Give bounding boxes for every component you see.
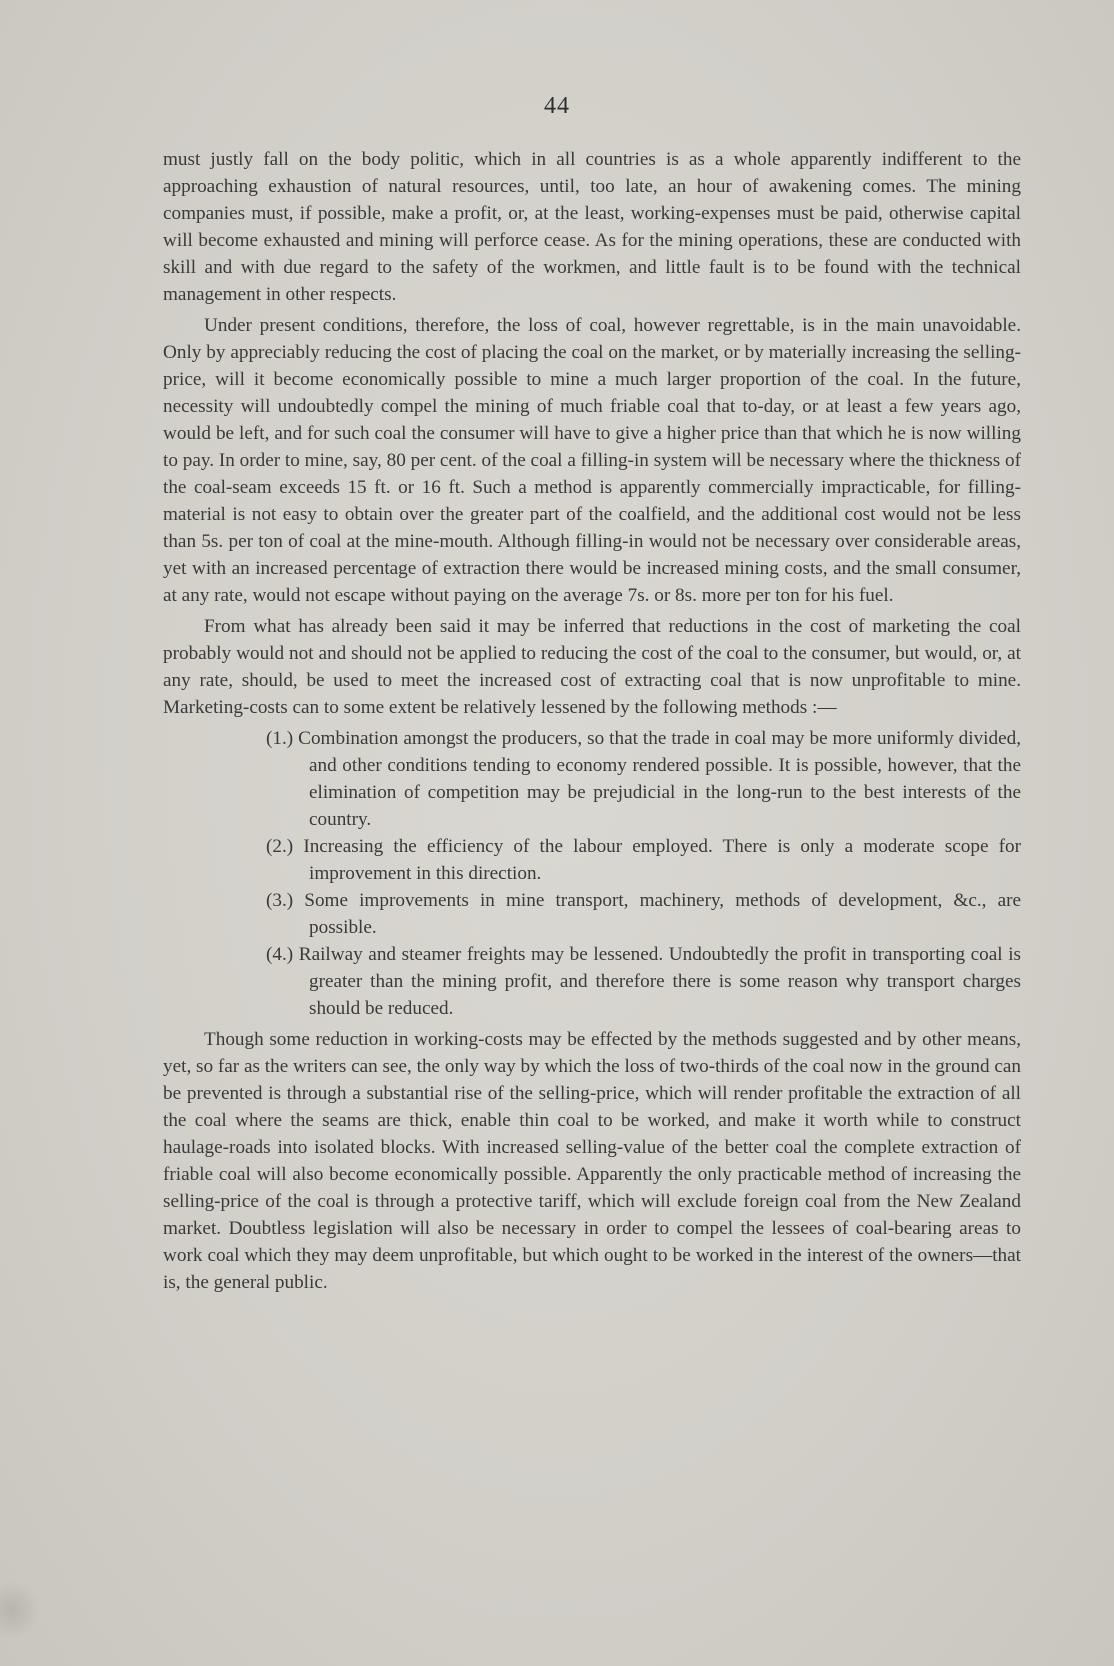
- list-item-text: Some improvements in mine transport, machinery, methods of development, &c., are possible.: [304, 890, 1021, 938]
- list-item: [246, 941, 1021, 1022]
- page-number: 44: [544, 93, 570, 119]
- paragraph-4: Though some reduction in working-costs may be effected by the methods suggested and by other means, yet, so far as the writers can see, the only way by which the loss of two-thirds of the coal now in the ground can be prevented is through a substantial rise of the selling-price, which will render profitable the extraction of all the coal where the seams are thick, enable thin coal to be worked, and make it worth while to construct haulage-roads into isolated blocks. With increased selling-value of the better coal the complete extraction of friable coal will also become economically possible. Apparently the only practicable method of increasing the selling-price of the coal is through a protective tariff, which will exclude foreign coal from the New Zealand market. Doubtless legislation will also be necessary in order to compel the lessees of coal-bearing areas to work coal which they may deem unprofitable, but which ought to be worked in the interest of the owners—that is, the general public.: [163, 1029, 1021, 1293]
- paragraph-2: Under present conditions, therefore, the loss of coal, however regrettable, is in the main unavoidable. Only by appreciably reducing the cost of placing the coal on the market, or by materially increasing the selling-price, will it become economically possible to mine a much larger proportion of the coal. In the future, necessity will undoubtedly compel the mining of much friable coal that to-day, or at least a few years ago, would be left, and for such coal the consumer will have to give a higher price than that which he is now willing to pay. In order to mine, say, 80 per cent. of the coal a filling-in system will be necessary where the thickness of the coal-seam exceeds 15 ft. or 16 ft. Such a method is apparently commercially impracticable, for filling-material is not easy to obtain over the greater part of the coalfield, and the additional cost would not be less than 5s. per ton of coal at the mine-mouth. Although filling-in would not be necessary over considerable areas, yet with an increased percentage of extraction there would be increased mining costs, and the small consumer, at any rate, would not escape without paying on the average 7s. or 8s. more per ton for his fuel.: [163, 315, 1021, 606]
- paragraph-3: From what has already been said it may be inferred that reductions in the cost of marketing the coal probably would not and should not be applied to reducing the cost of the coal to the consumer, but would, or, at any rate, should, be used to meet the increased cost of extracting coal that is now unprofitable to mine. Marketing-costs can to some extent be relatively lessened by the following methods :—: [163, 616, 1021, 718]
- paragraph-1: must justly fall on the body politic, which in all countries is as a whole apparently indifferent to the approaching exhaustion of natural resources, until, too late, an hour of awakening comes. The mining companies must, if possible, make a profit, or, at the least, working-expenses must be paid, otherwise capital will become exhausted and mining will perforce cease. As for the mining operations, these are conducted with skill and with due regard to the safety of the workmen, and little fault is to be found with the technical management in other respects.: [163, 149, 1021, 305]
- methods-list: [163, 725, 1021, 1022]
- body-text: [163, 146, 1021, 1300]
- list-item-text: Combination amongst the producers, so that the trade in coal may be more uniformly divided, and other conditions tending to economy rendered possible. It is possible, however, that the elimination of competition may be prejudicial in the long-run to the best interests of the country.: [298, 728, 1022, 830]
- list-item-text: Railway and steamer freights may be lessened. Undoubtedly the profit in transporting coal is greater than the mining profit, and therefore there is some reason why transport charges should be reduced.: [298, 944, 1021, 1019]
- paper-smudge: [0, 1580, 40, 1640]
- list-item-text: Increasing the efficiency of the labour employed. There is only a moderate scope for improvement in this direction.: [303, 836, 1021, 884]
- list-item-number: (3.): [266, 890, 294, 911]
- list-item-number: (1.): [266, 728, 294, 749]
- list-item: [246, 887, 1021, 941]
- list-item: [246, 833, 1021, 887]
- list-item: [246, 725, 1021, 833]
- list-item-number: (2.): [266, 836, 294, 857]
- list-item-number: (4.): [266, 944, 294, 965]
